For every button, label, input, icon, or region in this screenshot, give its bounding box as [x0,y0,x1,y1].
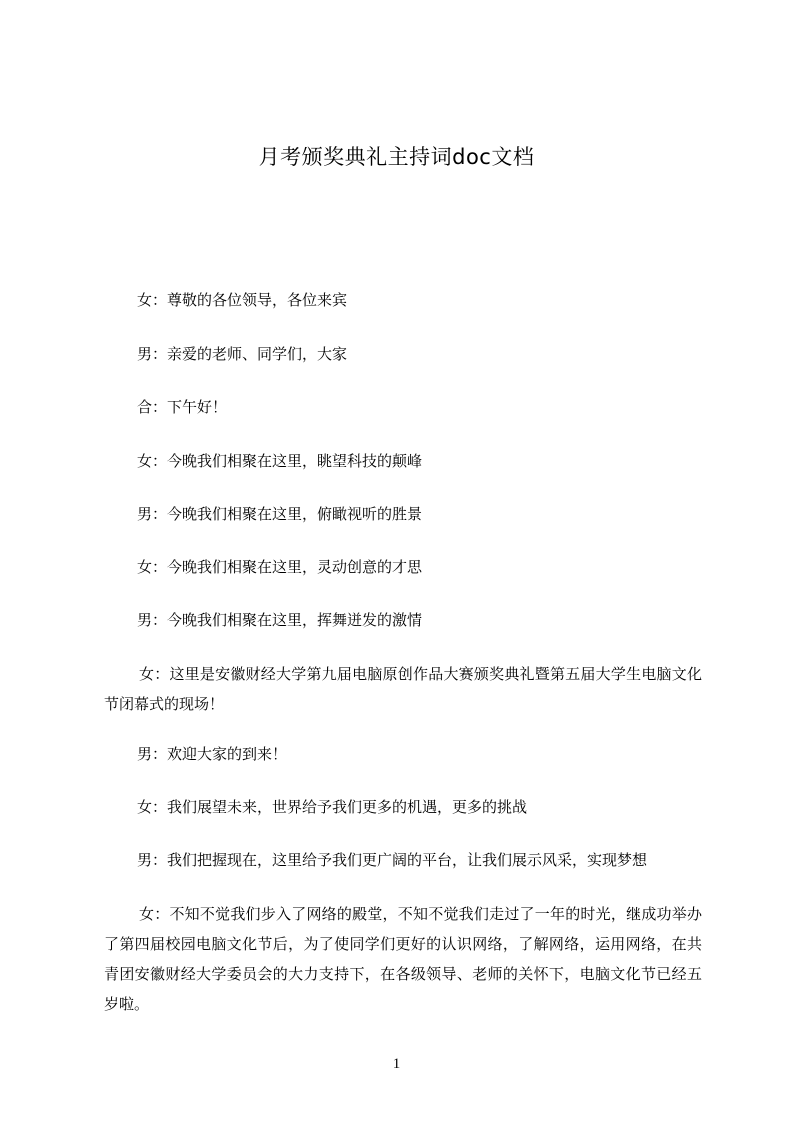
paragraph-11: 男：我们把握现在，这里给予我们更广阔的平台，让我们展示风采，实现梦想 [137,851,648,869]
paragraph-6: 女：今晚我们相聚在这里，灵动创意的才思 [137,558,423,576]
paragraph-8: 女：这里是安徽财经大学第九届电脑原创作品大赛颁奖典礼暨第五届大学生电脑文化节闭幕式的现场！ [104,665,702,713]
paragraph-9: 男：欢迎大家的到来！ [137,745,288,763]
paragraph-3: 合：下午好！ [137,398,228,416]
paragraph-10: 女：我们展望未来，世界给予我们更多的机遇，更多的挑战 [137,798,528,816]
paragraph-7: 男：今晚我们相聚在这里，挥舞迸发的激情 [137,611,423,629]
paragraph-4: 女：今晚我们相聚在这里，眺望科技的颠峰 [137,452,423,470]
paragraph-1: 女：尊敬的各位领导，各位来宾 [137,291,348,309]
document-title: 月考颁奖典礼主持词doc文档 [258,145,535,169]
page-number: 1 [392,1056,401,1072]
paragraph-2: 男：亲爱的老师、同学们，大家 [137,345,348,363]
paragraph-5: 男：今晚我们相聚在这里，俯瞰视听的胜景 [137,505,423,523]
paragraph-12: 女：不知不觉我们步入了网络的殿堂，不知不觉我们走过了一年的时光，继成功举办了第四届校园电脑文化节后，为了使同学们更好的认识网络，了解网络，运用网络，在共青团安徽财经大学委员会的大力支持下，在各级领导、老师的关怀下，电脑文化节已经五岁啦。 [104,905,702,1013]
